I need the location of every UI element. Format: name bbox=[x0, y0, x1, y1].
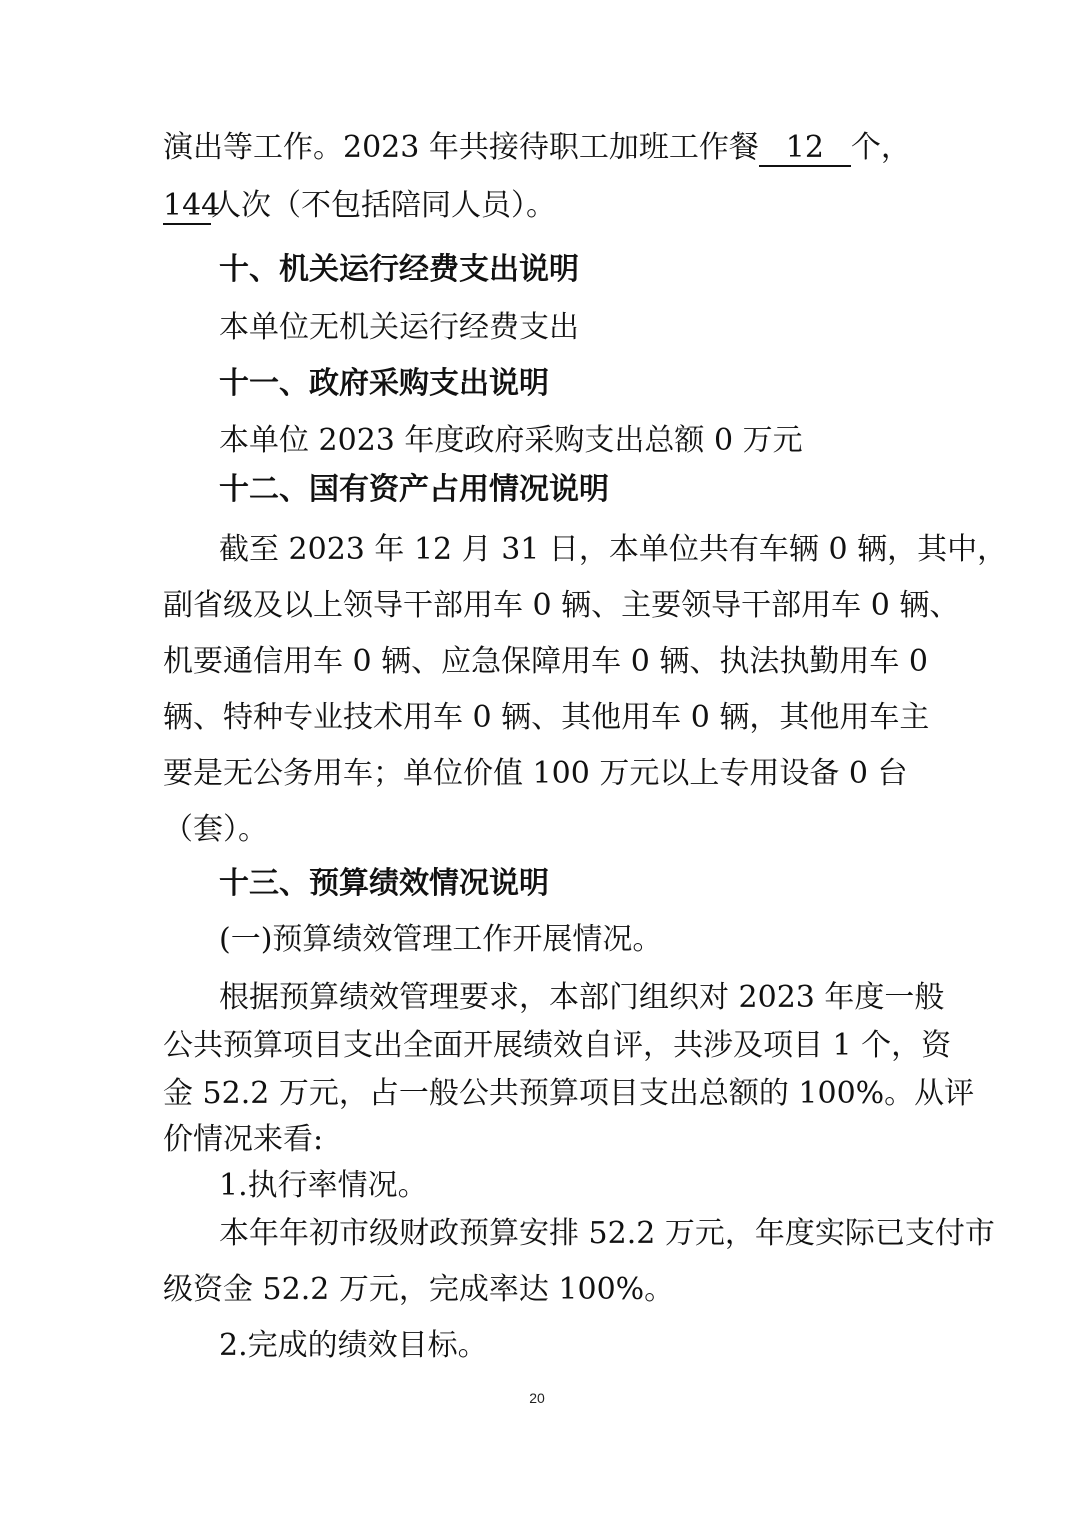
text-segment: 演出等工作。2023 年共接待职工加班工作餐 bbox=[163, 130, 759, 165]
numbered-item-1: 1.执行率情况。 bbox=[219, 1168, 428, 1203]
body-line: 辆、特种专业技术用车 0 辆、其他用车 0 辆，其他用车主 bbox=[163, 700, 930, 735]
section-heading-10: 十、机关运行经费支出说明 bbox=[219, 252, 579, 287]
underlined-value: 12 bbox=[759, 131, 851, 167]
body-line bbox=[163, 128, 911, 168]
body-line: 要是无公务用车；单位价值 100 万元以上专用设备 0 台 bbox=[163, 756, 908, 791]
body-line: 根据预算绩效管理要求，本部门组织对 2023 年度一般 bbox=[219, 980, 945, 1015]
body-line: 本年年初市级财政预算安排 52.2 万元，年度实际已支付市 bbox=[219, 1216, 995, 1251]
subsection-heading: (一)预算绩效管理工作开展情况。 bbox=[219, 922, 663, 957]
underlined-value: 144 bbox=[163, 188, 221, 223]
page-number: 20 bbox=[529, 1390, 545, 1406]
section-heading-13: 十三、预算绩效情况说明 bbox=[219, 866, 549, 901]
section-heading-11: 十一、政府采购支出说明 bbox=[219, 366, 549, 401]
text-segment: 人次（不包括陪同人员）。 bbox=[211, 188, 556, 223]
numbered-item-2: 2.完成的绩效目标。 bbox=[219, 1328, 488, 1363]
body-line: 副省级及以上领导干部用车 0 辆、主要领导干部用车 0 辆、 bbox=[163, 588, 960, 623]
body-line: 价情况来看: bbox=[163, 1122, 324, 1157]
section-heading-12: 十二、国有资产占用情况说明 bbox=[219, 472, 609, 507]
body-line: 本单位 2023 年度政府采购支出总额 0 万元 bbox=[219, 423, 803, 458]
body-line: 截至 2023 年 12 月 31 日，本单位共有车辆 0 辆，其中， bbox=[219, 532, 1008, 567]
body-line: 本单位无机关运行经费支出 bbox=[219, 310, 579, 345]
body-line: （套）。 bbox=[163, 812, 268, 847]
body-line: 机要通信用车 0 辆、应急保障用车 0 辆、执法执勤用车 0 bbox=[163, 644, 928, 679]
text-segment: 个， bbox=[850, 130, 911, 165]
body-line: 金 52.2 万元，占一般公共预算项目支出总额的 100%。从评 bbox=[163, 1076, 975, 1111]
body-line: 公共预算项目支出全面开展绩效自评，共涉及项目 1 个，资 bbox=[163, 1028, 952, 1063]
body-line: 级资金 52.2 万元，完成率达 100%。 bbox=[163, 1272, 675, 1307]
body-line bbox=[163, 186, 556, 226]
